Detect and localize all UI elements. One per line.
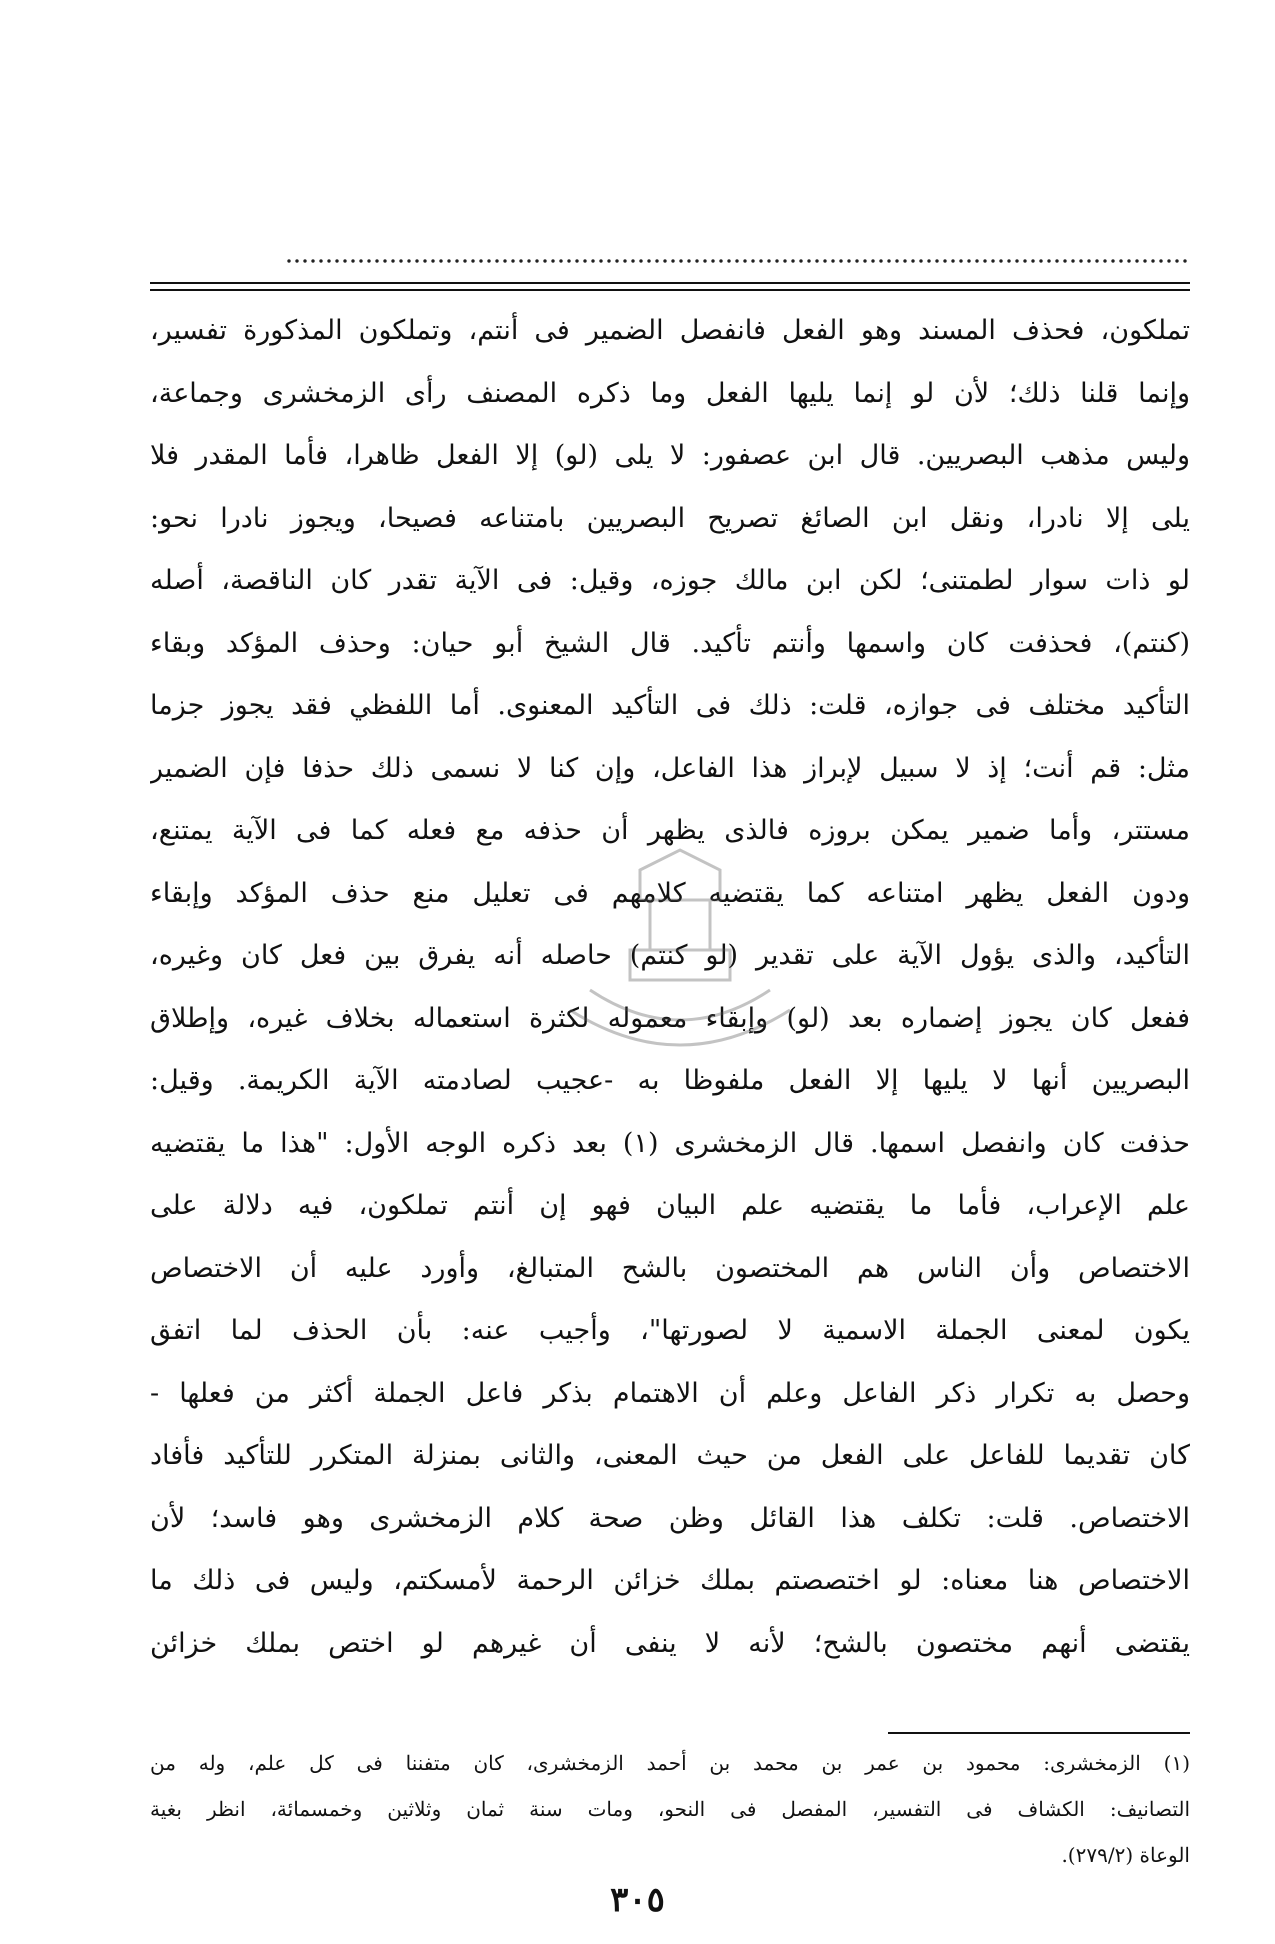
text-line: التأكيد، والذى يؤول الآية على تقدير (لو كنتم) حاصله أنه يفرق بين فعل كان وغيره، (150, 940, 1190, 971)
text-line: علم الإعراب، فأما ما يقتضيه علم البيان فهو إن أنتم تملكون، فيه دلالة على (150, 1190, 1190, 1221)
text-line: كان تقديما للفاعل على الفعل من حيث المعنى، والثانى بمنزلة المتكرر للتأكيد فأفاد (150, 1440, 1190, 1471)
text-line: لو ذات سوار لطمتنى؛ لكن ابن مالك جوزه، وقيل: فى الآية تقدر كان الناقصة، أصله (150, 565, 1190, 596)
header-double-rule (150, 282, 1190, 291)
footnote-line: (١) الزمخشرى: محمود بن عمر بن محمد بن أحمد الزمخشرى، كان متفننا فى كل علم، وله من (150, 1751, 1190, 1775)
text-line: ففعل كان يجوز إضماره بعد (لو) وإبقاء معموله لكثرة استعماله بخلاف غيره، وإطلاق (150, 1002, 1190, 1034)
text-line: يقتضى أنهم مختصون بالشح؛ لأنه لا ينفى أن غيرهم لو اختص بملك خزائن (150, 1627, 1190, 1659)
text-line: الاختصاص وأن الناس هم المختصون بالشح المتبالغ، وأورد عليه أن الاختصاص (150, 1252, 1190, 1284)
text-line: تملكون، فحذف المسند وهو الفعل فانفصل الضمير فى أنتم، وتملكون المذكورة تفسير، (150, 315, 1190, 346)
footnote-line: الوعاة (٢٧٩/٢). (1061, 1843, 1190, 1867)
text-line: يكون لمعنى الجملة الاسمية لا لصورتها"، وأجيب عنه: بأن الحذف لما اتفق (150, 1315, 1190, 1346)
header-dotted-line (285, 258, 1190, 264)
text-line: حذفت كان وانفصل اسمها. قال الزمخشرى (١) بعد ذكره الوجه الأول: "هذا ما يقتضيه (150, 1127, 1190, 1159)
library-watermark-emblem (530, 840, 830, 1100)
text-line: مستتر، وأما ضمير يمكن بروزه فالذى يظهر أن حذفه مع فعله كما فى الآية يمتنع، (150, 815, 1190, 846)
footnote-separator (888, 1732, 1190, 1734)
text-line: وليس مذهب البصريين. قال ابن عصفور: لا يلى (لو) إلا الفعل ظاهرا، فأما المقدر فلا (150, 440, 1190, 471)
text-line: التأكيد مختلف فى جوازه، قلت: ذلك فى التأكيد المعنوى. أما اللفظي فقد يجوز جزما (150, 690, 1190, 721)
text-line: الاختصاص. قلت: تكلف هذا القائل وظن صحة كلام الزمخشرى وهو فاسد؛ لأن (150, 1502, 1190, 1534)
text-line: الاختصاص هنا معناه: لو اختصصتم بملك خزائن الرحمة لأمسكتم، وليس فى ذلك ما (150, 1565, 1190, 1596)
text-line: مثل: قم أنت؛ إذ لا سبيل لإبراز هذا الفاعل، وإن كنا لا نسمى ذلك حذفا فإن الضمير (150, 752, 1190, 784)
text-line: يلى إلا نادرا، ونقل ابن الصائغ تصريح البصريين بامتناعه فصيحا، ويجوز نادرا نحو: (150, 502, 1190, 534)
text-line: وحصل به تكرار ذكر الفاعل وعلم أن الاهتمام بذكر فاعل الجملة أكثر من فعلها - (150, 1377, 1190, 1409)
page-number: ٣٠٥ (610, 1880, 665, 1920)
footnotes (150, 1740, 1190, 1878)
footnote-line: التصانيف: الكشاف فى التفسير، المفصل فى النحو، ومات سنة ثمان وثلاثين وخمسمائة، انظر بغية (150, 1797, 1190, 1821)
text-line: البصريين أنها لا يليها إلا الفعل ملفوظا به -عجيب لصادمته الآية الكريمة. وقيل: (150, 1065, 1190, 1096)
text-line: وإنما قلنا ذلك؛ لأن لو إنما يليها الفعل وما ذكره المصنف رأى الزمخشرى وجماعة، (150, 377, 1190, 409)
text-line: ودون الفعل يظهر امتناعه كما يقتضيه كلامهم فى تعليل منع حذف المؤكد وإبقاء (150, 877, 1190, 909)
text-line: (كنتم)، فحذفت كان واسمها وأنتم تأكيد. قال الشيخ أبو حيان: وحذف المؤكد وبقاء (150, 627, 1190, 659)
